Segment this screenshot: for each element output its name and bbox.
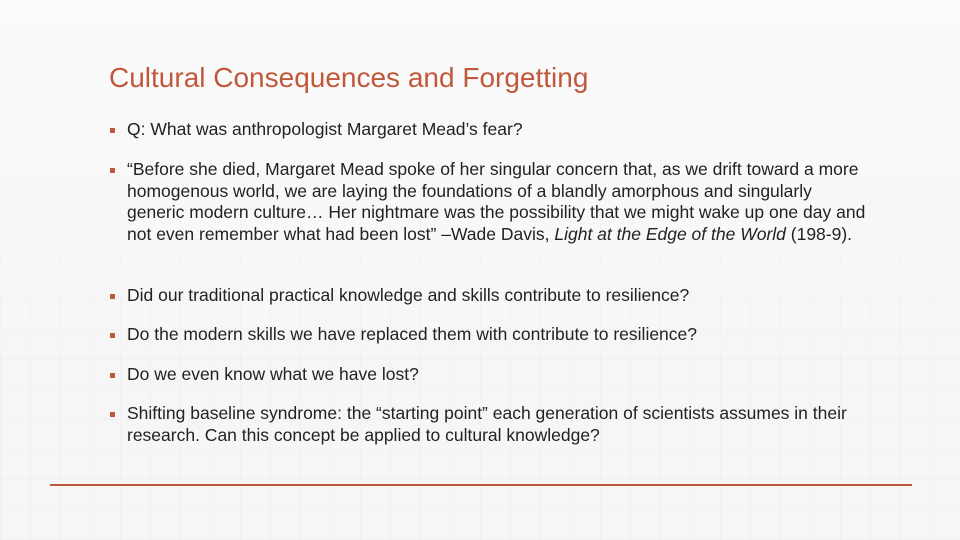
- square-bullet-icon: [110, 128, 115, 133]
- bullet-text: Do the modern skills we have replaced them with contribute to resilience?: [127, 324, 698, 344]
- square-bullet-icon: [110, 373, 115, 378]
- bullet-item: [110, 285, 870, 307]
- bullet-item: [110, 119, 870, 141]
- square-bullet-icon: [110, 168, 115, 173]
- book-title: Light at the Edge of the World: [554, 223, 786, 244]
- bullet-item: [110, 324, 870, 346]
- bullet-text: Did our traditional practical knowledge and skills contribute to resilience?: [127, 285, 690, 305]
- bullet-item: [110, 403, 870, 446]
- square-bullet-icon: [110, 294, 115, 299]
- slide-title: Cultural Consequences and Forgetting: [109, 62, 589, 93]
- bullet-quote: [127, 159, 870, 245]
- bullet-text: Q: What was anthropologist Margaret Mead’s fear?: [127, 119, 523, 139]
- bullet-item: [110, 159, 870, 245]
- page-reference: (198-9).: [785, 223, 853, 244]
- square-bullet-icon: [110, 412, 115, 417]
- bullet-text: Do we even know what we have lost?: [127, 364, 419, 384]
- quote-text: “Before she died, Margaret Mead spoke of her singular concern that, as we drift toward a more homogenous world, we are laying the foundations of a blandly amorphous and singularly generic modern culture… Her nightmare was the possibility that we might wake up one day and not even remember what had been lost” –Wade Davis,: [127, 159, 866, 244]
- bullet-item: [110, 364, 870, 386]
- footer-divider: [50, 484, 912, 486]
- bullet-text: Shifting baseline syndrome: the “starting point” each generation of scientists assumes in their research. Can this concept be applied to cultural knowledge?: [127, 403, 847, 445]
- square-bullet-icon: [110, 333, 115, 338]
